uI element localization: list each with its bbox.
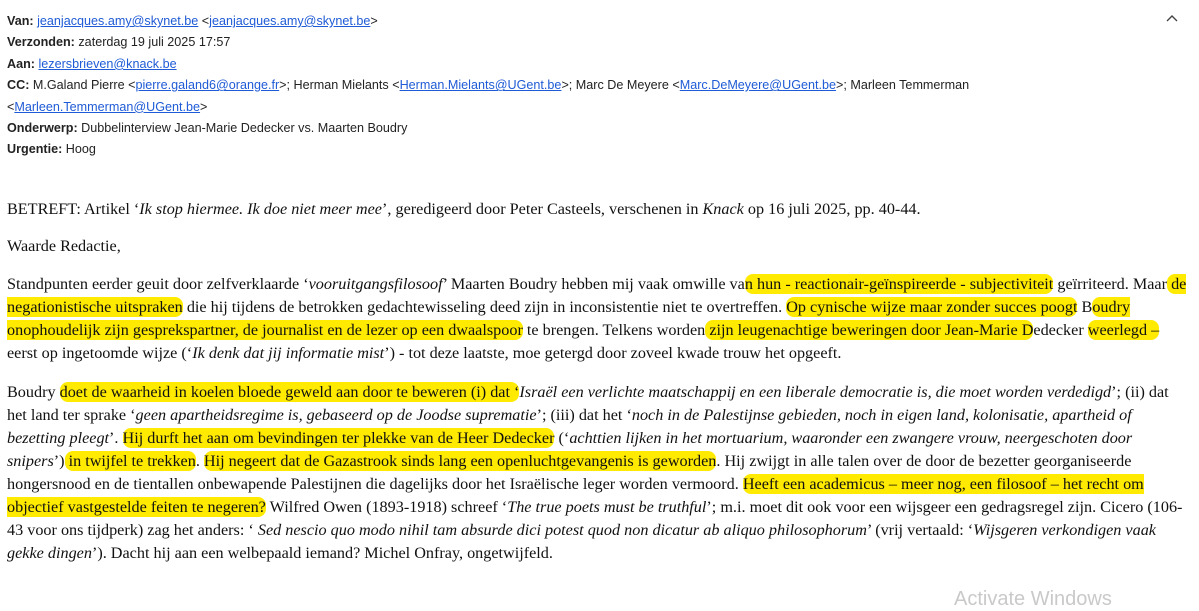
p1-italic-1: vooruitgangsfilosoof [308, 275, 443, 294]
p2-text-2: ’; (ii) dat het land ter sprake ‘ [7, 382, 1169, 424]
p2-italic-4: achttien lijken in het mortuarium, waaronder een zwangere vrouw, neergeschoten door snipers [7, 428, 1133, 470]
p2-text-1: Boudry [7, 382, 60, 401]
paragraph-2 [7, 381, 1187, 566]
p2-highlight-3: in twijfel te trekken [64, 451, 196, 470]
p2-text-11: ’ (vrij vertaald: ‘ [866, 521, 974, 540]
p2-text-7: . [195, 451, 204, 470]
email-header [7, 11, 1189, 161]
p1-italic-2: Ik denk dat jij informatie mist [192, 344, 385, 363]
sent-label: Verzonden: [7, 35, 75, 50]
p2-text-5: (‘ [554, 428, 570, 447]
chevron-up-icon[interactable] [1165, 11, 1179, 25]
p2-italic-1: Israël een verlichte maatschappij en een liberale democratie is, die moet worden verdedigd [519, 382, 1112, 401]
subject-reference-paragraph [7, 198, 1187, 221]
p1-text-7: te brengen. Telkens worden [522, 321, 706, 340]
priority-label: Urgentie: [7, 142, 63, 157]
to-label: Aan: [7, 56, 35, 71]
from-bracket-close: > [370, 14, 378, 28]
p2-highlight-2: Hij durft het aan om bevindingen ter plekke van de Heer Dedecker [122, 428, 555, 447]
p2-text-6: ’) [53, 451, 65, 470]
p1-highlight-1: n hun - reactionair-geïnspireerde - subjectiviteit [744, 275, 1054, 294]
p2-italic-3: noch in de Palestijnse gebieden, noch in eigen land, kolonisatie, apartheid of bezetting pleegt [7, 405, 1132, 447]
from-label: Van: [7, 14, 34, 28]
to-row [7, 54, 1189, 75]
from-email-link[interactable]: jeanjacques.amy@skynet.be [37, 14, 199, 28]
cc-row-continued [7, 97, 1189, 118]
from-row [7, 11, 1189, 32]
sent-value: zaterdag 19 juli 2025 17:57 [74, 35, 231, 50]
p1-highlight-4: oudry onophoudelijk zijn gesprekspartner, de journalist en de lezer op een dwaalspoor [7, 298, 1131, 340]
priority-value: Hoog [62, 142, 96, 157]
cc-label: CC: [7, 78, 30, 93]
from-email-link-2[interactable]: jeanjacques.amy@skynet.be [209, 14, 371, 28]
priority-row [7, 139, 1189, 160]
subject-row [7, 118, 1189, 139]
cc-row [7, 75, 1189, 96]
p2-italic-7: Wijsgeren verkondigen vaak gekke dingen [7, 521, 1156, 563]
p1-highlight-6: weerlegd – [1087, 321, 1160, 340]
p1-highlight-5: zijn leugenachtige beweringen door Jean-Marie D [705, 321, 1034, 340]
article-title: Ik stop hiermee. Ik doe niet meer mee [139, 200, 382, 218]
cc-text-6: > [200, 99, 208, 114]
sent-row [7, 32, 1189, 53]
email-body [7, 198, 1187, 565]
p1-text-4: geïrriteerd. Maar [1053, 275, 1168, 294]
greeting: Waarde Redactie, [7, 237, 121, 256]
cc-text-4: >; Marleen Temmerman [836, 78, 970, 93]
subject-value: Dubbelinterview Jean-Marie Dedecker vs. Maarten Boudry [77, 121, 408, 136]
cc-text-5: < [7, 99, 15, 114]
p1-text-8: edecker [1033, 321, 1088, 340]
magazine-name: Knack [702, 200, 744, 218]
cc-email-link-2[interactable]: Herman.Mielants@UGent.be [399, 78, 562, 93]
p1-text-3: ’ Maarten Boudry hebben mij vaak omwille va [442, 275, 745, 294]
p1-highlight-2: de negationistische uitspraken [7, 275, 1187, 317]
p2-text-3: ’; (iii) dat het ‘ [536, 405, 632, 424]
p1-text-6: B [1077, 298, 1093, 317]
p2-italic-5: The true poets must be truthful [507, 498, 707, 517]
cc-email-link-1[interactable]: pierre.galand6@orange.fr [135, 78, 280, 93]
p2-text-9: Wilfred Owen (1893-1918) schreef ‘ [265, 498, 508, 517]
p2-text-4: ’. [109, 428, 123, 447]
p2-italic-2: geen apartheidsregime is, gebaseerd op de Joodse suprematie [135, 405, 537, 424]
p1-highlight-3: Op cynische wijze maar zonder succes poogt [786, 298, 1078, 317]
p1-text-9: eerst op ingetoomde wijze (‘ [7, 344, 193, 363]
p2-text-8: . Hij zwijgt in alle talen over de door de bezetter georganiseerde hongersnood en de tientallen onbewapende Palestijnen die dagelijks door het Israëlische leger worden vermoord. [7, 451, 1132, 493]
betreft-text-1: BETREFT: Artikel ‘ [7, 200, 140, 218]
cc-email-link-4[interactable]: Marleen.Temmerman@UGent.be [14, 99, 201, 114]
from-bracket-open: < [198, 14, 210, 28]
p2-highlight-4: Hij negeert dat de Gazastrook sinds lang een openluchtgevangenis is geworden [203, 451, 717, 470]
betreft-text-3: ’, geredigeerd door Peter Casteels, verschenen in [382, 200, 703, 218]
p2-text-12: ’). Dacht hij aan een welbepaald iemand? Michel Onfray, ongetwijfeld. [91, 544, 553, 563]
cc-text-3: >; Marc De Meyere < [561, 78, 680, 93]
subject-label: Onderwerp: [7, 121, 78, 136]
betreft-text-5: op 16 juli 2025, pp. 40-44. [743, 200, 921, 218]
to-email-link[interactable]: lezersbrieven@knack.be [38, 56, 177, 71]
paragraph-1 [7, 273, 1187, 365]
cc-text-2: >; Herman Mielants < [279, 78, 400, 93]
cc-text-1: M.Galand Pierre < [29, 78, 136, 93]
p2-highlight-5: Heeft een academicus – meer nog, een filosoof – het recht om objectief vastgestelde feiten te negeren? [7, 474, 1144, 517]
p1-text-1: Standpunten eerder geuit door zelfverklaarde ‘ [7, 275, 309, 294]
p1-text-11: ’) - tot deze laatste, moe getergd door zoveel kwade trouw het opgeeft. [384, 344, 842, 363]
p2-italic-6: Sed nescio quo modo nihil tam absurde dici potest quod non dicatur ab aliquo philosophorum [257, 521, 867, 540]
cc-email-link-3[interactable]: Marc.DeMeyere@UGent.be [679, 78, 837, 93]
p1-text-5: die hij tijdens de betrokken gedachtewisseling deed zijn in inconsistentie niet te overtreffen. [182, 298, 787, 317]
p2-highlight-1: doet de waarheid in koelen bloede geweld aan door te beweren (i) dat ‘ [59, 382, 520, 401]
p2-text-10: ’; m.i. moet dit ook voor een wijsgeer een gedragsregel zijn. Cicero (106-43 voor ons tijdperk) zag het anders: ‘ [7, 498, 1183, 540]
activate-windows-watermark: Activate Windows [954, 588, 1112, 610]
